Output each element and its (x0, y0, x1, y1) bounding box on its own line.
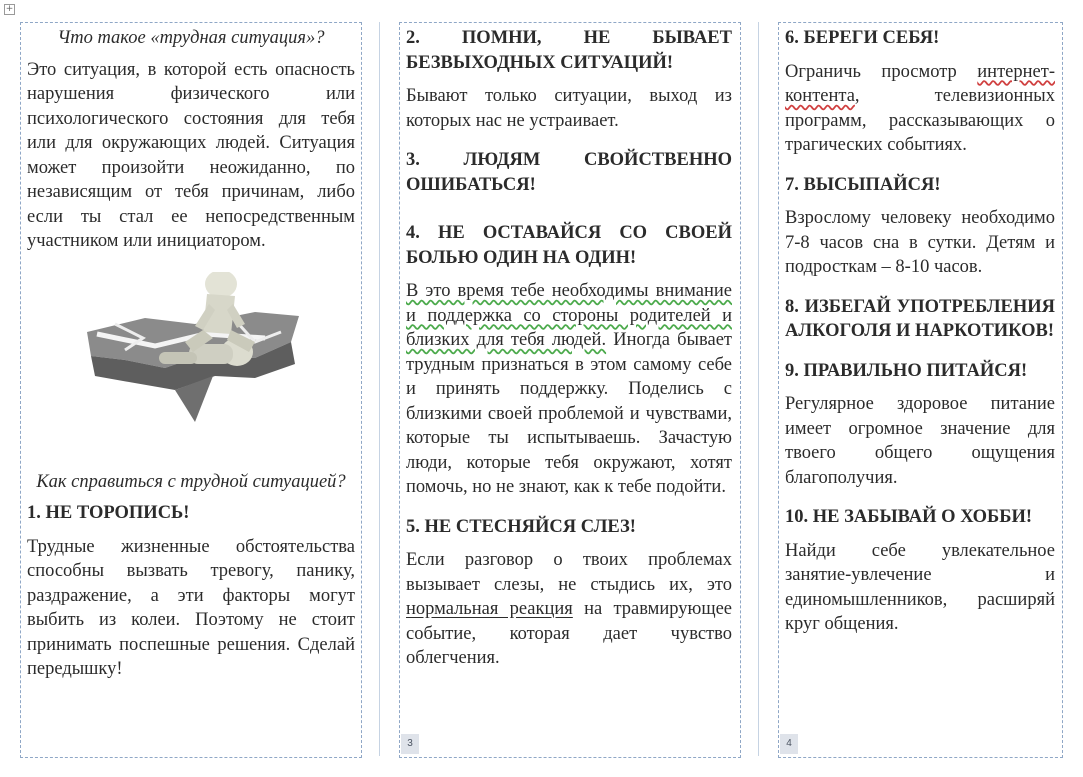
two-figures-on-cracked-ground-illustration (85, 272, 305, 432)
tip1-text: Трудные жизненные обстоятельства способны вызвать тревогу, панику, раздражение, а эти факторы могут выбить из колеи. Поэтому не стоит принимать поспешные решения. Сделай передышку! (27, 536, 355, 679)
tip9-heading: 9. ПРАВИЛЬНО ПИТАЙСЯ! (785, 360, 1028, 381)
tip7-heading: 7. ВЫСЫПАЙСЯ! (785, 174, 941, 195)
tip4-text (406, 279, 732, 500)
right-panel (785, 26, 1055, 637)
tip6-text (785, 60, 1055, 158)
page-number-3: 3 (401, 734, 419, 754)
question-title: Что такое «трудная ситуация»? (57, 28, 325, 48)
tip4-text-rest: Иногда бывает трудным признаться в этом самому себе и принять поддержку. Поделись с близкими своей проблемой и чувствами, которые ты испытываешь. Зачастую люди, которые тебя окружают, хотят помочь, но не знают, как к тебе подойти. (406, 330, 732, 497)
gutter-guide (379, 22, 380, 756)
tip7-text: Взрослому человеку необходимо 7-8 часов сна в сутки. Детям и подросткам – 8-10 часов. (785, 208, 1055, 277)
page-number-4: 4 (780, 734, 798, 754)
tip8-heading: 8. ИЗБЕГАЙ УПОТРЕБЛЕНИЯ АЛКОГОЛЯ И НАРКОТИКОВ! (785, 296, 1055, 341)
tip5-heading: 5. НЕ СТЕСНЯЙСЯ СЛЕЗ! (406, 516, 636, 537)
tip6-text-after: , телевизионных программ, рассказывающих о трагических событиях. (785, 86, 1055, 155)
tip10-heading: 10. НЕ ЗАБЫВАЙ О ХОББИ! (785, 507, 1033, 527)
tip2-heading: 2. ПОМНИ, НЕ БЫВАЕТ БЕЗВЫХОДНЫХ СИТУАЦИЙ! (406, 28, 732, 73)
tip6-heading: 6. БЕРЕГИ СЕБЯ! (785, 28, 940, 48)
gutter-guide (758, 22, 759, 756)
tip2-text: Бывают только ситуации, выход из которых нас не устраивает. (406, 86, 732, 131)
how-to-title: Как справиться с трудной ситуацией? (36, 471, 346, 492)
table-move-handle-icon[interactable]: + (5, 4, 14, 14)
tip3-heading: 3. ЛЮДЯМ СВОЙСТВЕННО ОШИБАТЬСЯ! (406, 150, 732, 195)
tip4-heading: 4. НЕ ОСТАВАЙСЯ СО СВОЕЙ БОЛЬЮ ОДИН НА ОДИН! (406, 223, 732, 268)
tip6-text-before: Ограничь просмотр (785, 61, 978, 82)
tip9-text: Регулярное здоровое питание имеет огромное значение для твоего общего ощущения благополучия. (785, 394, 1055, 488)
tip6-text-marked: интернет-контента (785, 61, 1055, 106)
middle-panel (406, 26, 732, 671)
tip5-text-before: Если разговор о твоих проблемах вызывает слезы, не стыдись их, это (406, 550, 732, 595)
figure-area (27, 254, 355, 470)
tip4-text-marked: В это время тебе необходимы внимание и поддержка со стороны родителей и близких для тебя людей. (406, 281, 732, 350)
tip5-text-marked: нормальная реакция (406, 599, 573, 619)
left-panel (27, 26, 355, 682)
tip1-heading: 1. НЕ ТОРОПИСЬ! (27, 503, 190, 523)
tip5-text (406, 548, 732, 671)
definition-text: Это ситуация, в которой есть опасность нарушения физического или психологического состояния для тебя или для окружающих людей. Ситуация может произойти неожиданно, по независящим от тебя причинам, либо если ты стал ее непосредственным участником или инициатором. (27, 59, 355, 251)
tip10-text: Найди себе увлекательное занятие-увлечение и единомышленников, расширяй круг общения. (785, 540, 1055, 634)
tip5-text-after: на травмирующее событие, которая дает чувство облегчения. (406, 599, 733, 668)
